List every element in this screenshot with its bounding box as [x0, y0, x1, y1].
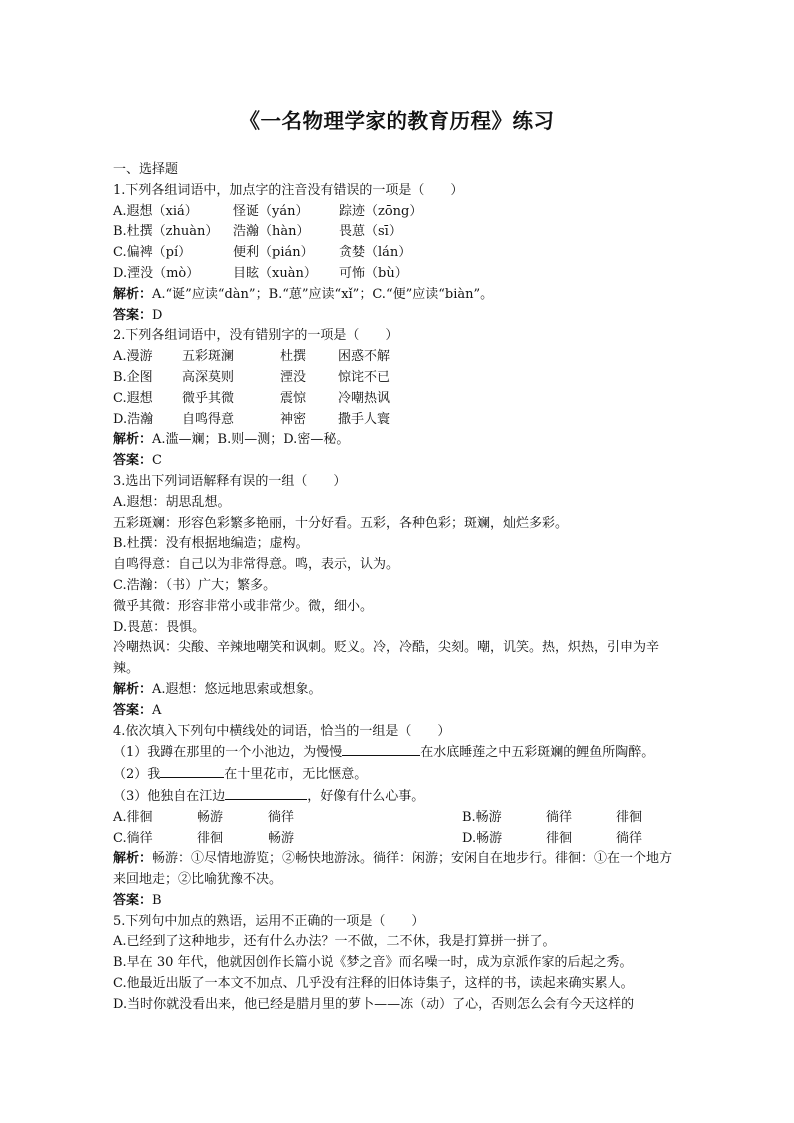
question-5-stem: 5.下列句中加点的熟语，运用不正确的一项是（ ）: [113, 913, 425, 929]
question-5-option-c: C.他最近出版了一本文不加点、几乎没有注释的旧体诗集子，这样的书，读起来确实累人。: [113, 976, 634, 992]
question-1-stem: 1.下列各组词语中，加点字的注音没有错误的一项是（ ）: [113, 182, 464, 198]
page-title: 《一名物理学家的教育历程》练习: [239, 109, 555, 133]
question-2-answer: 答案：C: [113, 453, 162, 469]
question-3-line: C.浩瀚：（书）广大；繁多。: [113, 577, 277, 593]
question-2-option-d: D.浩瀚 自鸣得意 神密 撒手人寰: [113, 411, 391, 427]
question-3-line: 微乎其微：形容非常小或非常少。微，细小。: [113, 598, 374, 614]
question-1-option-c: C.偏裨（pí） 便利（pián） 贪婪（lán）: [113, 245, 412, 261]
question-2-option-b: B.企图 高深莫则 湮没 惊诧不已: [113, 369, 391, 385]
question-3-line: 冷嘲热讽：尖酸、辛辣地嘲笑和讽刺。贬义。冷，冷酷，尖刻。嘲，讥笑。热，炽热，引申为辛辣。: [113, 640, 660, 677]
question-2-option-c: C.遐想 微乎其微 震惊 冷嘲热讽: [113, 390, 391, 406]
question-3-line: 五彩斑斓：形容色彩繁多艳丽，十分好看。五彩，各种色彩；斑斓，灿烂多彩。: [113, 515, 569, 531]
question-4-sentence-2: （2）我 在十里花市，无比惬意。: [113, 764, 681, 786]
question-3-line: B.杜撰：没有根据地编造；虚构。: [113, 536, 309, 552]
question-4-sentence-1: （1）我蹲在那里的一个小池边，为慢慢 在水底睡莲之中五彩斑斓的鲤鱼所陶醉。: [113, 742, 681, 764]
question-2-analysis: 解析：A.滥—斓；B.则—测；D.密—秘。: [113, 432, 350, 448]
question-3-analysis: 解析：A.遐想：悠远地思索或想象。: [113, 681, 322, 697]
section-heading: 一、选择题: [113, 162, 179, 177]
question-4-options-row-1: A.徘徊 畅游 徜徉 B.畅游 徜徉 徘徊: [113, 809, 643, 825]
question-4-options-row-2: C.徜徉 徘徊 畅游 D.畅游 徘徊 徜徉: [113, 830, 643, 846]
question-4-analysis: 解析：畅游：①尽情地游览；②畅快地游泳。徜徉：闲游；安闲自在地步行。徘徊：①在一个地方来回地走；②比喻犹豫不决。: [113, 851, 673, 888]
question-3-stem: 3.选出下列词语解释有误的一组（ ）: [113, 473, 347, 489]
question-4-answer: 答案：B: [113, 892, 162, 908]
question-4-sentence-3: （3）他独自在江边 ，好像有什么心事。: [113, 786, 681, 808]
question-1-analysis: 解析：A.“诞”应读“dàn”；B.“葸”应读“xǐ”；C.“便”应读“biàn”。: [113, 286, 494, 302]
question-3-line: D.畏葸：畏惧。: [113, 619, 206, 635]
question-1-option-b: B.杜撰（zhuàn） 浩瀚（hàn） 畏葸（sī）: [113, 224, 402, 240]
question-3-line: A.遐想：胡思乱想。: [113, 494, 231, 510]
exercise-content: [113, 160, 681, 1016]
question-5-option-d: D.当时你就没看出来，他已经是腊月里的萝卜——冻（动）了心，否则怎么会有今天这样的: [113, 996, 635, 1012]
question-3-line: 自鸣得意：自己以为非常得意。鸣，表示，认为。: [113, 557, 400, 573]
question-2-option-a: A.漫游 五彩斑澜 杜撰 困惑不解: [113, 349, 391, 365]
question-5-option-a: A.已经到了这种地步，还有什么办法？一不做，二不休，我是打算拼一拼了。: [113, 934, 556, 950]
question-1-option-a: A.遐想（xiá） 怪诞（yán） 踪迹（zōng）: [113, 203, 423, 219]
question-2-stem: 2.下列各组词语中，没有错别字的一项是（ ）: [113, 328, 399, 344]
question-1-answer: 答案：D: [113, 307, 163, 323]
question-5-option-b: B.早在 30 年代，他就因创作长篇小说《梦之音》而名噪一时，成为京派作家的后起之秀。: [113, 955, 633, 971]
question-4-stem: 4.依次填入下列句中横线处的词语，恰当的一组是（ ）: [113, 723, 451, 739]
question-1-option-d: D.湮没（mò） 目眩（xuàn） 可怖（bù）: [113, 265, 408, 281]
question-3-answer: 答案：A: [113, 702, 162, 718]
